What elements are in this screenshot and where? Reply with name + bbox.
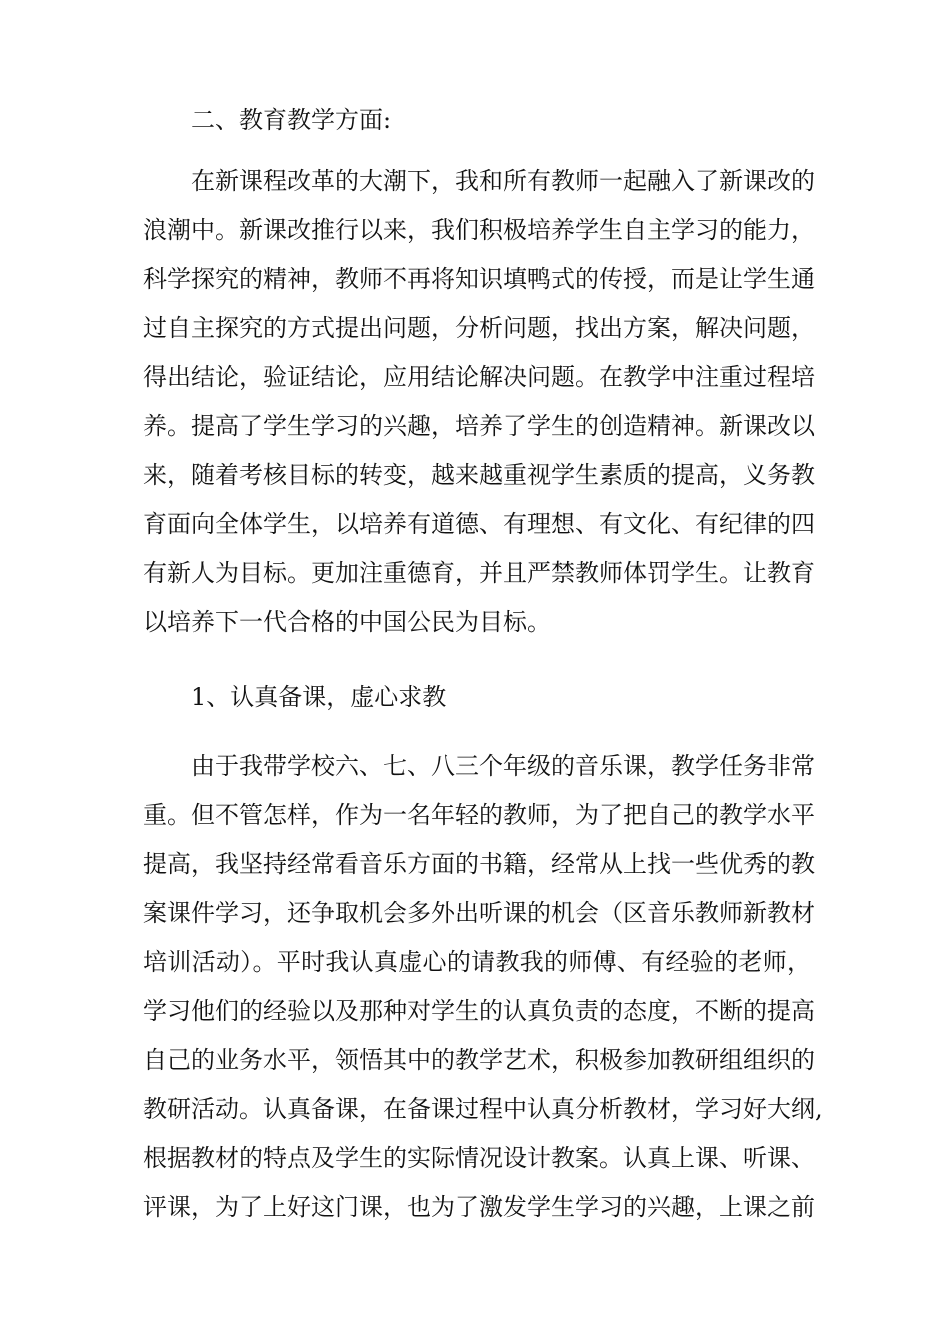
paragraph-line: 养。提高了学生学习的兴趣，培养了学生的创造精神。新课改以: [143, 412, 815, 440]
paragraph-line: 由于我带学校六、七、八三个年级的音乐课，教学任务非常: [143, 752, 815, 780]
paragraph-line: 自己的业务水平，领悟其中的教学艺术，积极参加教研组组织的: [143, 1046, 815, 1074]
paragraph-line: 浪潮中。新课改推行以来，我们积极培养学生自主学习的能力，: [143, 216, 815, 244]
paragraph-2: [143, 742, 823, 1232]
paragraph-line: 过自主探究的方式提出问题，分析问题，找出方案，解决问题，: [143, 314, 815, 342]
subheading: 1、认真备课，虚心求教: [191, 683, 447, 711]
paragraph-line: 重。但不管怎样，作为一名年轻的教师，为了把自己的教学水平: [143, 801, 815, 829]
paragraph-line: 有新人为目标。更加注重德育，并且严禁教师体罚学生。让教育: [143, 559, 815, 587]
paragraph-line: 在新课程改革的大潮下，我和所有教师一起融入了新课改的: [143, 167, 815, 195]
paragraph-line: 案课件学习，还争取机会多外出听课的机会（区音乐教师新教材: [143, 899, 815, 927]
section-heading: 二、教育教学方面:: [191, 106, 392, 134]
paragraph-line: 教研活动。认真备课，在备课过程中认真分析教材，学习好大纲,: [143, 1095, 823, 1123]
paragraph-line: 育面向全体学生，以培养有道德、有理想、有文化、有纪律的四: [143, 510, 815, 538]
paragraph-line: 科学探究的精神，教师不再将知识填鸭式的传授，而是让学生通: [143, 265, 815, 293]
paragraph-line: 评课，为了上好这门课，也为了激发学生学习的兴趣，上课之前: [143, 1193, 815, 1221]
paragraph-line: 学习他们的经验以及那种对学生的认真负责的态度，不断的提高: [143, 997, 815, 1025]
paragraph-line: 得出结论，验证结论，应用结论解决问题。在教学中注重过程培: [143, 363, 815, 391]
paragraph-line: 根据教材的特点及学生的实际情况设计教案。认真上课、听课、: [143, 1144, 815, 1172]
paragraph-1: [143, 157, 815, 647]
paragraph-line: 以培养下一代合格的中国公民为目标。: [143, 608, 551, 636]
paragraph-line: 提高，我坚持经常看音乐方面的书籍，经常从上找一些优秀的教: [143, 850, 815, 878]
paragraph-line: 培训活动）。平时我认真虚心的请教我的师傅、有经验的老师，: [143, 948, 811, 976]
paragraph-line: 来，随着考核目标的转变，越来越重视学生素质的提高，义务教: [143, 461, 815, 489]
